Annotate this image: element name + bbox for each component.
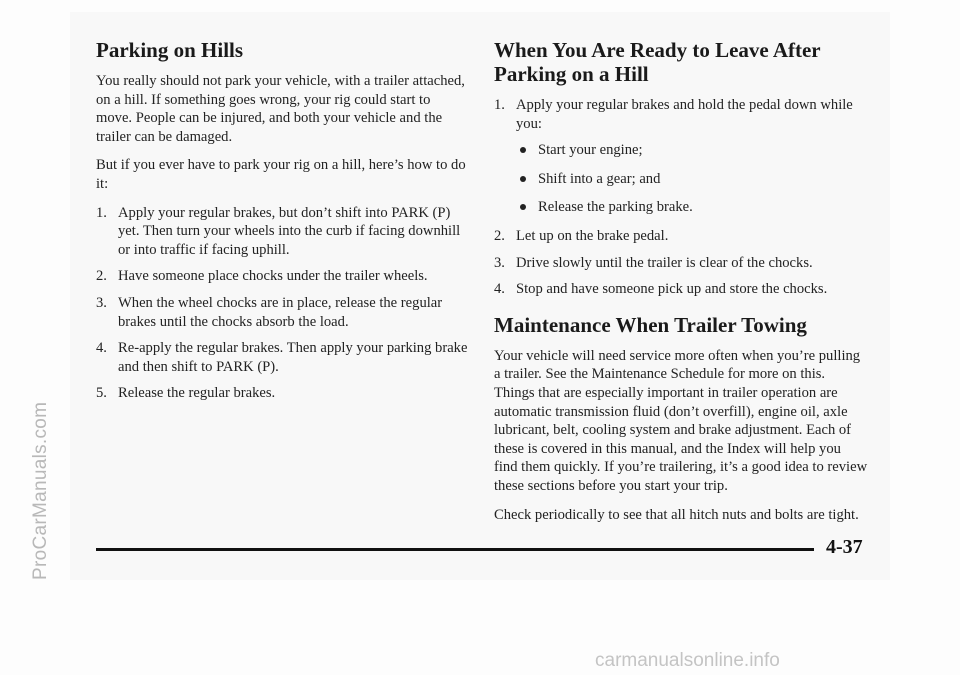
page-number: 4-37 (826, 536, 863, 558)
bullet-text: Shift into a gear; and (538, 170, 661, 187)
step-number: 3. (494, 254, 505, 271)
bullet-dot-icon (520, 176, 526, 182)
step-number: 4. (494, 281, 505, 298)
parking-step (96, 339, 468, 376)
footer-rule (96, 548, 814, 551)
leave-step (494, 254, 868, 273)
bullet-dot-icon (520, 204, 526, 210)
bullet-item (494, 198, 868, 217)
step-text: Let up on the brake pedal. (516, 227, 669, 244)
leave-steps-list-continued (494, 227, 868, 299)
heading-parking-on-hills: Parking on Hills (96, 38, 244, 62)
step-text: Release the regular brakes. (118, 385, 276, 402)
step-number: 1. (494, 97, 505, 113)
step-text: Apply your regular brakes, but don’t shift into PARK (P) yet. Then turn your wheels into the curb if facing downhill or into traffic if facing uphill. (118, 204, 461, 258)
leave-step (494, 96, 868, 133)
heading-ready-to-leave: When You Are Ready to Leave After Parking on a Hill (494, 38, 821, 86)
step-number: 3. (96, 294, 107, 311)
heading-maintenance-towing: Maintenance When Trailer Towing (494, 312, 807, 337)
step-number: 4. (96, 340, 107, 357)
step-number: 2. (96, 268, 107, 285)
leave-step (494, 227, 868, 246)
step-text: Re-apply the regular brakes. Then apply your parking brake and then shift to PARK (P). (118, 340, 468, 375)
bullet-item (494, 170, 868, 189)
right-column (494, 38, 868, 534)
parking-step (96, 204, 468, 260)
leave-step (494, 280, 868, 299)
bullet-text: Release the parking brake. (538, 199, 693, 216)
step-text: Drive slowly until the trailer is clear of the chocks. (516, 254, 813, 271)
bullet-item (494, 141, 868, 160)
step-number: 1. (96, 204, 107, 221)
step-number: 5. (96, 385, 107, 402)
bullet-list (494, 141, 868, 217)
watermark-text: ProCarManuals.com (30, 401, 51, 580)
parking-steps-list (96, 204, 468, 403)
step-text: Stop and have someone pick up and store the chocks. (516, 281, 828, 298)
step-text: When the wheel chocks are in place, release the regular brakes until the chocks absorb the load. (118, 294, 443, 330)
step-text: Apply your regular brakes and hold the pedal down while you: (516, 97, 853, 132)
bullet-dot-icon (520, 147, 526, 153)
lead-paragraph: But if you ever have to park your rig on a hill, here’s how to do it: (96, 157, 466, 192)
intro-paragraph: You really should not park your vehicle, with a trailer attached, on a hill. If something goes wrong, your rig could start to move. People can be injured, and both your vehicle and the trailer can be damaged. (96, 73, 465, 145)
step-number: 2. (494, 227, 505, 244)
side-watermark (8, 120, 51, 580)
parking-step (96, 384, 468, 403)
step-text: Have someone place chocks under the trailer wheels. (118, 268, 428, 285)
maintenance-paragraph: Your vehicle will need service more often when you’re pulling a trailer. See the Maintenance Schedule for more on this. Things that are especially important in trailer operation are automatic transmission fluid (don’t overfill), engine oil, axle lubricant, belt, cooling system and brake adjustment. Each of these is covered in this manual, and the Index will help you find them quickly. If you’re trailering, it’s a good idea to review these sections before you start your trip. (494, 347, 868, 494)
left-column (96, 38, 468, 411)
bullet-text: Start your engine; (538, 142, 643, 159)
parking-step (96, 267, 468, 286)
leave-steps-list (494, 96, 868, 133)
parking-step (96, 294, 468, 331)
footer-watermark-url: carmanualsonline.info (595, 650, 780, 671)
check-hitch-paragraph: Check periodically to see that all hitch nuts and bolts are tight. (494, 506, 859, 523)
